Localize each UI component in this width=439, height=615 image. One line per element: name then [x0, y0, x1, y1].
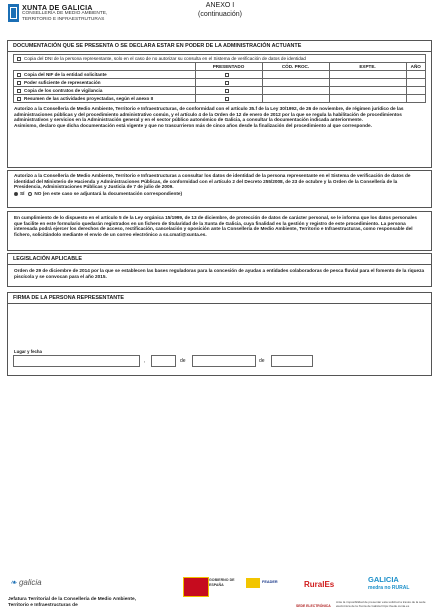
- consult-options: SÍ NO (en este caso se adjuntará la documentación correspondiente): [8, 191, 431, 197]
- rurales-logo: RuralEs: [304, 580, 335, 589]
- authorization-text: Autorizo a la Consellería de Medio Ambiente, Territorio e Infraestructuras, de conformidad con el artículo 35.f de la Ley 30/1992, de 26 de noviembre, de régimen jurídico de las administraciones públicas y del procedimiento administrativo común, y el artículo 4 de la Orden de 12 de enero de 2012 por la que se regula la habilitación de procedimientos administrativos y servicios en la Administración general y en el sector público autonómico de Galicia, a consultar la documentación indicada anteriormente.: [14, 106, 404, 123]
- col-ano: AÑO: [406, 63, 426, 71]
- expte-field[interactable]: [329, 79, 406, 87]
- spain-coat-icon: [183, 577, 209, 597]
- cod-proc-field[interactable]: [262, 87, 329, 95]
- yes-radio[interactable]: [14, 192, 18, 196]
- table-row: Poder suficiente de representación: [14, 79, 426, 87]
- table-row: Copia del DNI de la persona representante, solo en el caso de no autorizar su consulta en el Sistema de verificación de datos de identidad: [14, 55, 426, 63]
- cod-proc-field[interactable]: [262, 71, 329, 79]
- col-cod-proc: CÓD. PROC.: [262, 63, 329, 71]
- office-address: Jefatura Territorial de la Consellería de Medio Ambiente, Territorio e Infraestructuras de: [8, 597, 136, 608]
- privacy-text: En cumplimiento de lo dispuesto en el artículo 5 de la Ley orgánica 15/1999, de 13 de diciembre, de protección de datos de carácter personal, se le informa que los datos personales que facilite en este formulario quedarán registrados en un fichero de titularidad de la Xunta de Galicia, cuya finalidad es la gestión y registro de este procedimiento. La persona interesada podrá ejercer los derechos de acceso, rectificación, cancelación y oposición ante la Consellería de Medio Ambiente, Territorio e Infraestructuras, como responsable del fichero, solicitándolo mediante el envío de un correo electrónico a sx.cmati@xunta.es.: [14, 215, 417, 237]
- documentation-section: [7, 40, 432, 168]
- no-radio[interactable]: [28, 192, 32, 196]
- consult-text: Autorizo a la Consellería de Medio Ambiente, Territorio e Infraestructuras a consultar los datos de identidad de la persona representante en el Sistema de verificación de datos de identidad del Ministerio de Hacienda y Administraciones Públicas, de conformidad con el artículo 2 del Decreto 255/2008, de 23 de octubre y la Orden de la Consellería de la Presidencia, Administraciones Públicas y Justicia de 7 de julio de 2009.: [14, 173, 411, 190]
- ano-field[interactable]: [406, 71, 426, 79]
- ano-field[interactable]: [406, 95, 426, 103]
- signature-title: FIRMA DE LA PERSONA REPRESENTANTE: [8, 293, 431, 304]
- consult-authorization-section: [7, 170, 432, 208]
- checkbox[interactable]: [17, 73, 21, 77]
- ano-field[interactable]: [406, 87, 426, 95]
- checkbox[interactable]: [17, 57, 21, 61]
- feader-logo: FEADER: [262, 580, 278, 584]
- legislation-section: [7, 253, 432, 287]
- galicia-rural-logo: GALICIA medra no RURAL: [368, 575, 410, 591]
- cod-proc-field[interactable]: [262, 95, 329, 103]
- ano-field[interactable]: [406, 79, 426, 87]
- expte-field[interactable]: [329, 71, 406, 79]
- legislation-text: Orden de 29 de diciembre de 2014 por la que se establecen las bases reguladoras para la concesión de ayudas a entidades colaboradoras de pesca fluvial para el fomento de la riqueza piscícola y se convocan para el año 2015.: [14, 268, 425, 279]
- date-separator: de: [180, 358, 186, 364]
- date-separator: ,: [144, 358, 146, 364]
- cod-proc-field[interactable]: [262, 79, 329, 87]
- declaration-text: Asimismo, declaro que dicha documentación está vigente y que no trascurrieron más de cinco años desde la finalización del procedimiento al que corresponde.: [14, 122, 372, 128]
- col-presentado: PRESENTADO: [195, 63, 262, 71]
- expte-field[interactable]: [329, 95, 406, 103]
- expte-field[interactable]: [329, 87, 406, 95]
- eu-flag-icon: [246, 578, 260, 588]
- presentado-checkbox[interactable]: [225, 81, 229, 85]
- org-subtitle: CONSELLERÍA DE MEDIO AMBIENTE, TERRITORIO E INFRAESTRUTURAS: [22, 11, 108, 22]
- documentation-title: DOCUMENTACIÓN QUE SE PRESENTA O SE DECLARA ESTAR EN PODER DE LA ADMINISTRACIÓN ACTUANTE: [8, 41, 431, 52]
- presentado-checkbox[interactable]: [225, 97, 229, 101]
- col-expte: EXPTE.: [329, 63, 406, 71]
- checkbox[interactable]: [17, 89, 21, 93]
- org-name: XUNTA DE GALICIA: [22, 3, 93, 12]
- legislation-title: LEGISLACIÓN APLICABLE: [8, 254, 431, 265]
- place-date-label: Lugar y fecha: [14, 349, 42, 354]
- date-separator: de: [259, 358, 265, 364]
- privacy-section: [7, 211, 432, 251]
- table-header-row: [14, 63, 426, 71]
- table-row: Resumen de las actividades proyectadas, según el anexo II: [14, 95, 426, 103]
- xunta-emblem-icon: [8, 4, 19, 22]
- ministry-logo: GOBIERNO DE ESPAÑA: [209, 578, 235, 587]
- signature-section: [7, 292, 432, 376]
- year-field[interactable]: [271, 355, 313, 367]
- annex-title: ANEXO I (continuación): [198, 2, 242, 18]
- day-field[interactable]: [151, 355, 176, 367]
- checkbox[interactable]: [17, 97, 21, 101]
- table-row: Copia del NIF de la entidad solicitante: [14, 71, 426, 79]
- presentado-checkbox[interactable]: [225, 89, 229, 93]
- checkbox[interactable]: [17, 81, 21, 85]
- documentation-table: [13, 54, 426, 103]
- month-field[interactable]: [192, 355, 256, 367]
- table-row: Copia de los contratos de vigilancia: [14, 87, 426, 95]
- galicia-logo: ❧ galicia: [10, 578, 42, 587]
- sede-text: Ante la imposibilidad de presentar esta solicitud a través de la sede electrónica de la Xunta de Galicia https://sede.xunta.es: [336, 600, 426, 608]
- presentado-checkbox[interactable]: [225, 73, 229, 77]
- sede-logo: SEDE ELECTRÓNICA: [296, 604, 331, 608]
- place-field[interactable]: [13, 355, 140, 367]
